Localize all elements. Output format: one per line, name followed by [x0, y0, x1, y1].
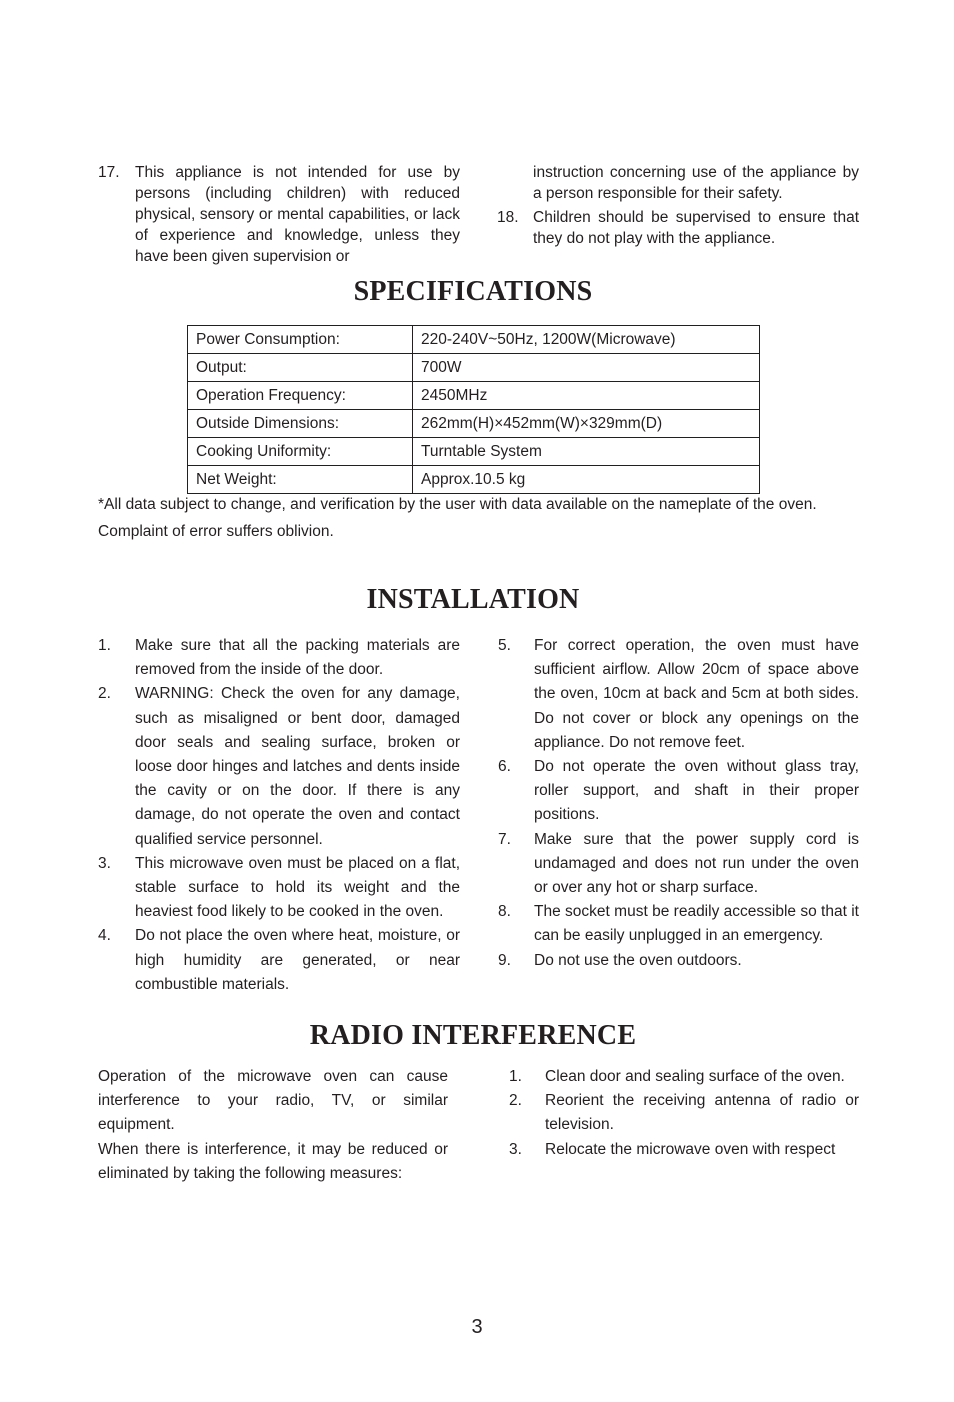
list-item [509, 1138, 859, 1162]
item-number: 2. [98, 685, 111, 703]
spec-label: Net Weight: [188, 466, 413, 494]
spec-value: 220-240V~50Hz, 1200W(Microwave) [413, 326, 760, 354]
radio-interference-heading: RADIO INTERFERENCE [309, 1020, 637, 1051]
page-number: 3 [471, 1316, 483, 1338]
item-text: The socket must be readily accessible so that it can be easily unplugged in an emergency. [534, 903, 859, 945]
radio-right-column [509, 1065, 859, 1162]
safety-left-column [98, 162, 460, 267]
spec-label: Operation Frequency: [188, 382, 413, 410]
table-row [188, 466, 760, 494]
spec-value: 700W [413, 354, 760, 382]
item-text: instruction concerning use of the appliance by a person responsible for their safety. [533, 164, 859, 202]
list-item [98, 634, 460, 682]
item-text: Clean door and sealing surface of the oven. [545, 1068, 845, 1085]
list-item [509, 1089, 859, 1137]
list-item [498, 755, 859, 828]
item-number: 1. [509, 1068, 522, 1085]
item-number: 5. [498, 637, 511, 654]
spec-value: Approx.10.5 kg [413, 466, 760, 494]
item-number: 8. [498, 903, 511, 921]
spec-label: Outside Dimensions: [188, 410, 413, 438]
table-row [188, 382, 760, 410]
list-item [98, 682, 460, 851]
list-item [98, 924, 460, 997]
item-number: 4. [98, 927, 111, 945]
table-row [188, 354, 760, 382]
installation-heading: INSTALLATION [366, 584, 580, 615]
table-row [188, 326, 760, 354]
list-item [498, 828, 859, 901]
list-item [98, 852, 460, 925]
list-item [498, 900, 859, 948]
item-number: 7. [498, 830, 511, 848]
spec-label: Cooking Uniformity: [188, 438, 413, 466]
specifications-table [187, 325, 760, 494]
item-number: 18. [497, 209, 519, 226]
installation-right-column [498, 634, 859, 973]
item-number: 9. [498, 951, 511, 969]
list-item [98, 162, 460, 267]
radio-paragraph: Operation of the microwave oven can cause interference to your radio, TV, or similar equipment. [98, 1068, 448, 1134]
radio-left-column [98, 1065, 448, 1186]
spec-note: *All data subject to change, and verification by the user with data available on the nameplate of the oven. [98, 496, 817, 513]
spec-value: Turntable System [413, 438, 760, 466]
item-text: Do not use the oven outdoors. [534, 951, 742, 969]
radio-paragraph: When there is interference, it may be reduced or eliminated by taking the following measures: [98, 1140, 448, 1182]
safety-right-column [497, 162, 859, 249]
spec-value: 2450MHz [413, 382, 760, 410]
item-text: Reorient the receiving antenna of radio or television. [545, 1092, 859, 1134]
spec-note-continued: Complaint of error suffers oblivion. [98, 523, 334, 540]
table-row [188, 438, 760, 466]
item-text: WARNING: Check the oven for any damage, such as misaligned or bent door, damaged door seals and sealing surface, broken or loose door hinges and latches and dents inside the cavity or on the door. If there is any damage, do not operate the oven and contact qualified service personnel. [135, 685, 460, 848]
item-number: 2. [509, 1092, 522, 1110]
item-text: This appliance is not intended for use by persons (including children) with reduced physical, sensory or mental capabilities, or lack of experience and knowledge, unless they have been given supervision or [135, 164, 460, 265]
item-number: 3. [98, 854, 111, 872]
list-item [498, 634, 859, 755]
installation-left-column [98, 634, 460, 997]
item-text: Do not place the oven where heat, moisture, or high humidity are generated, or near combustible materials. [135, 927, 460, 993]
item-number: 3. [509, 1140, 522, 1158]
item-text: Do not operate the oven without glass tray, roller support, and shaft in their proper positions. [534, 758, 859, 824]
item-text: Children should be supervised to ensure that they do not play with the appliance. [533, 209, 859, 247]
item-text: Make sure that the power supply cord is undamaged and does not run under the oven or over any hot or sharp surface. [534, 830, 859, 897]
list-item [509, 1065, 859, 1089]
item-text: Make sure that all the packing materials are removed from the inside of the door. [135, 637, 460, 679]
item-text: This microwave oven must be placed on a flat, stable surface to hold its weight and the heaviest food likely to be cooked in the oven. [135, 854, 460, 921]
item-text: Relocate the microwave oven with respect [545, 1140, 836, 1158]
specifications-heading: SPECIFICATIONS [353, 276, 593, 307]
list-item [498, 949, 859, 973]
list-item-continued [497, 162, 859, 204]
table-row [188, 410, 760, 438]
item-number: 6. [498, 758, 511, 776]
spec-value: 262mm(H)×452mm(W)×329mm(D) [413, 410, 760, 438]
spec-label: Output: [188, 354, 413, 382]
item-number: 1. [98, 637, 111, 654]
item-text: For correct operation, the oven must have sufficient airflow. Allow 20cm of space above the oven, 10cm at back and 5cm at both sides. Do not cover or block any openings on the appliance. Do not remove feet. [534, 637, 859, 751]
list-item [497, 207, 859, 249]
item-number: 17. [98, 164, 120, 181]
spec-label: Power Consumption: [188, 326, 413, 354]
